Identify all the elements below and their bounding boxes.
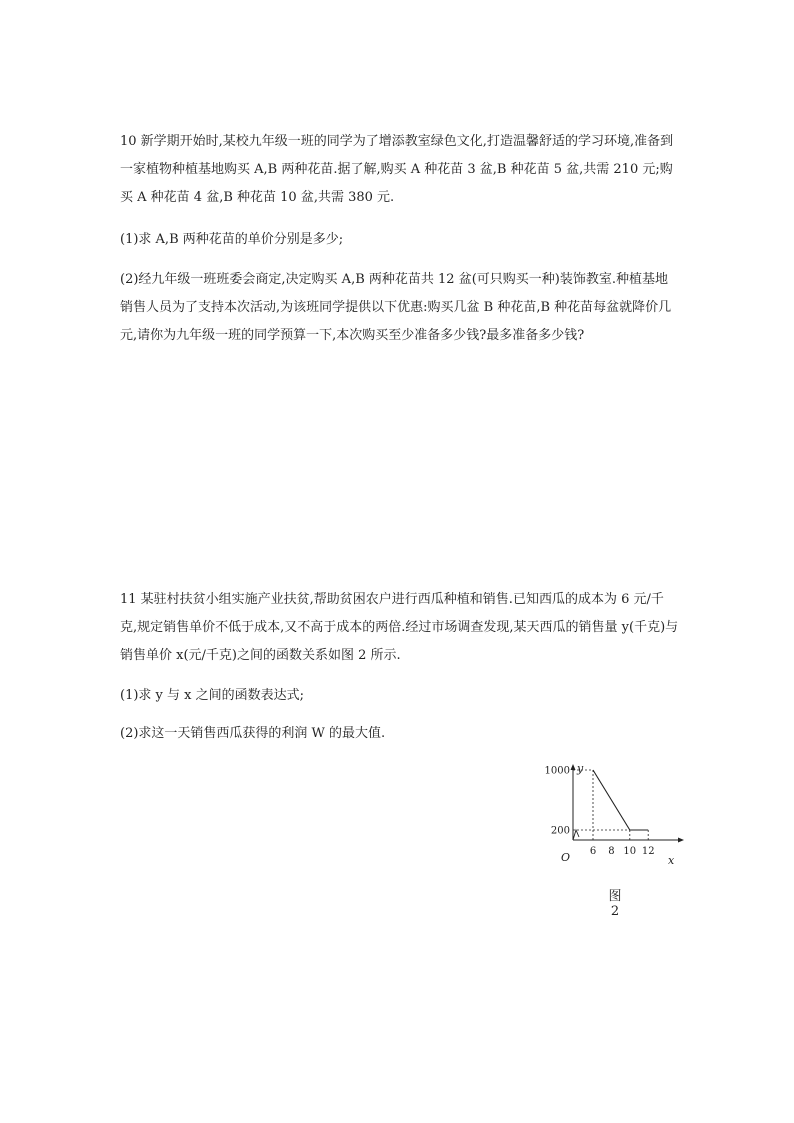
x-tick-label-12: 12 [641,846,655,857]
x-axis-label: x [668,854,675,867]
axes [571,764,685,843]
question-10-part-2: (2)经九年级一班班委会商定,决定购买 A,B 两种花苗共 12 盆(可只购买一种)装饰教室.种植基地销售人员为了支持本次活动,为该班同学提供以下优惠:购买几盆 B 种花苗,B 种花苗每盆就降价几元,请你为九年级一班的同学预算一下,本次购买至少准备多少钱?最多准备多少钱? [120,272,672,343]
axis-break-mark [573,830,579,840]
question-10-part-1: (1)求 A,B 两种花苗的单价分别是多少; [120,232,344,247]
question-11-stem: 11 某驻村扶贫小组实施产业扶贫,帮助贫困农户进行西瓜种植和销售.已知西瓜的成本为 6 元/千克,规定销售单价不低于成本,又不高于成本的两倍.经过市场调查发现,某天西瓜的销售量 y(千克)与销售单价 x(元/千克)之间的函数关系如图 2 所示. [120,592,679,663]
figure-2-graph [544,760,688,870]
origin-label: O [561,851,571,864]
question-11-part-1: (1)求 y 与 x 之间的函数表达式; [120,688,304,703]
data-series [593,770,648,830]
x-tick-label-10: 10 [623,846,637,857]
question-10-stem: 10 新学期开始时,某校九年级一班的同学为了增添教室绿色文化,打造温馨舒适的学习环境,准备到一家植物种植基地购买 A,B 两种花苗.据了解,购买 A 种花苗 3 盆,B 种花苗 5 盆,共需 210 元;购买 A 种花苗 4 盆,B 种花苗 10 盆,共需 380 元. [120,134,674,205]
x-tick-label-6: 6 [589,846,597,857]
figure-caption: 图 2 [608,889,622,919]
question-11-part-2: (2)求这一天销售西瓜获得的利润 W 的最大值. [120,726,386,741]
y-tick-label-1000: 1000 [544,765,570,777]
tick-labels [545,766,655,858]
y-tick-label-200: 200 [550,825,570,837]
y-axis-label: y [577,762,584,775]
series-segment-decreasing [593,770,630,830]
x-tick-label-8: 8 [608,846,615,857]
